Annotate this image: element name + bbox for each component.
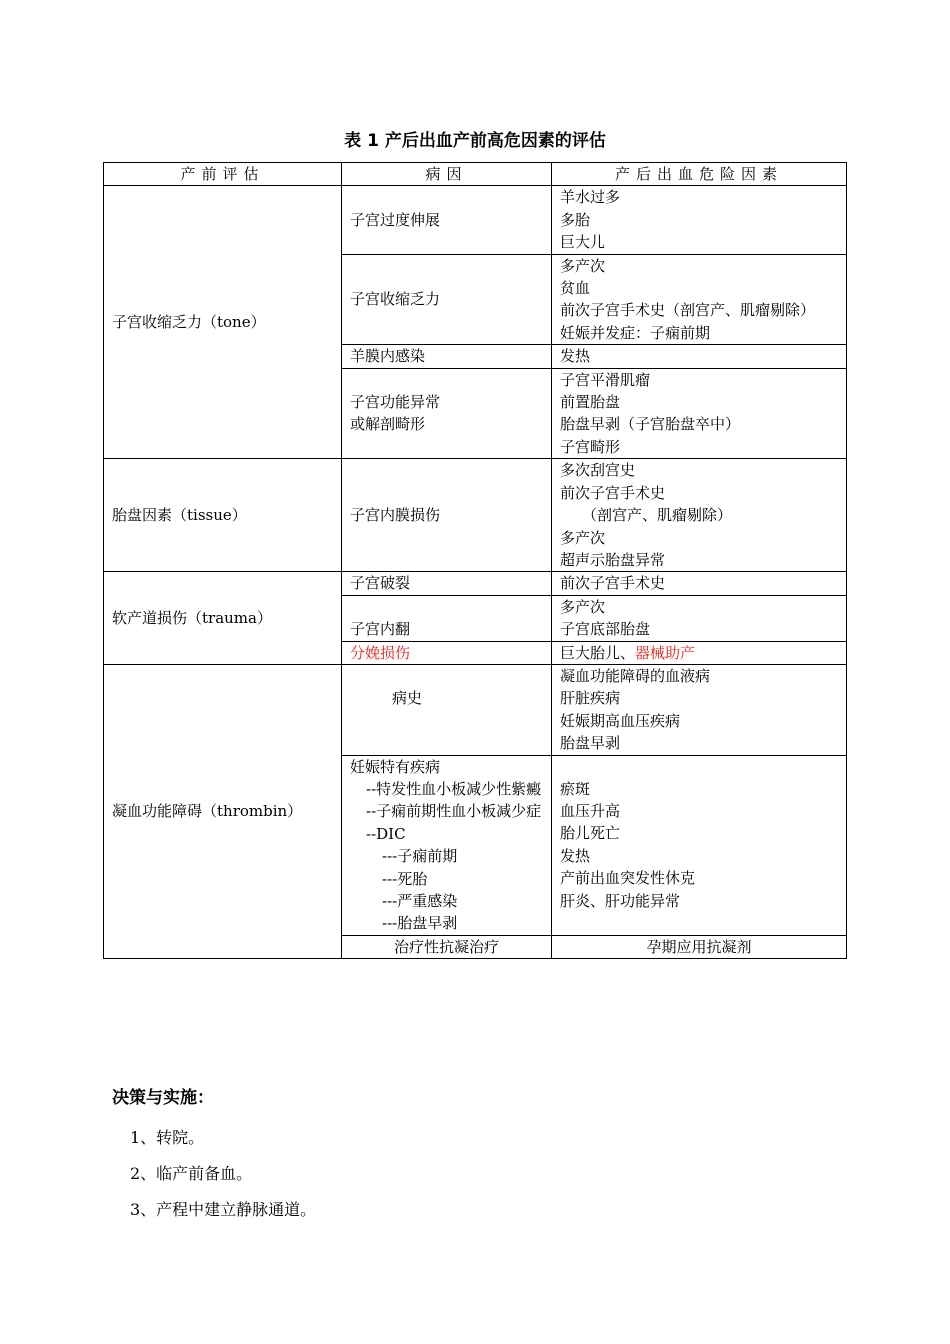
cause-text: 羊膜内感染 <box>350 347 426 366</box>
cause-text: 子宫收缩乏力 <box>350 290 441 309</box>
risk-item: 多产次 <box>560 597 606 616</box>
cause-cell <box>342 459 552 572</box>
table-header-row <box>104 163 847 186</box>
risk-item: 肝脏疾病 <box>560 689 621 708</box>
cause-text: 子宫过度伸展 <box>350 210 441 229</box>
cause-cell <box>342 664 552 755</box>
category-thrombin: 凝血功能障碍（thrombin） <box>104 664 342 958</box>
risk-item: 血压升高 <box>560 801 621 820</box>
risk-cell <box>552 595 847 641</box>
risk-item-highlight: 器械助产 <box>635 643 696 662</box>
risk-cell <box>552 345 847 368</box>
cause-cell <box>342 186 552 254</box>
risk-cell <box>552 755 847 935</box>
category-trauma: 软产道损伤（trauma） <box>104 572 342 665</box>
header-assessment: 产前评估 <box>104 163 342 186</box>
risk-item: 子宫畸形 <box>560 437 621 456</box>
risk-item: 前次子宫手术史 <box>560 574 666 593</box>
risk-item: 多次刮宫史 <box>560 461 636 480</box>
cause-text: 病史 <box>392 688 423 707</box>
risk-item: 多胎 <box>560 210 591 229</box>
risk-cell <box>552 572 847 595</box>
list-item: 1、转院。 <box>130 1128 205 1147</box>
steps-list <box>130 1120 316 1228</box>
risk-item: （剖宫产、肌瘤剔除） <box>582 506 733 525</box>
cause-text: 妊娠特有疾病 <box>350 757 441 776</box>
risk-cell <box>552 368 847 459</box>
cause-cell <box>342 368 552 459</box>
cause-text-highlight: 分娩损伤 <box>350 643 411 662</box>
risk-item: 产前出血突发性休克 <box>560 869 696 888</box>
risk-item: 妊娠期高血压疾病 <box>560 711 681 730</box>
risk-assessment-table <box>103 162 847 959</box>
cause-text: --特发性血小板减少性紫癜 <box>366 779 542 798</box>
category-tone: 子宫收缩乏力（tone） <box>104 186 342 459</box>
risk-item: 胎盘早剥 <box>560 734 621 753</box>
risk-item: 发热 <box>560 347 591 366</box>
risk-item: 前次子宫手术史（剖宫产、肌瘤剔除） <box>560 301 816 320</box>
cause-text: --DIC <box>366 824 406 843</box>
risk-item: 子宫底部胎盘 <box>560 620 651 639</box>
cause-text: 子宫功能异常 <box>350 393 441 412</box>
table-row <box>104 572 847 595</box>
list-item: 2、临产前备血。 <box>130 1164 253 1183</box>
risk-item: 巨大儿 <box>560 233 606 252</box>
risk-item: 子宫平滑肌瘤 <box>560 370 651 389</box>
cause-text: 或解剖畸形 <box>350 415 426 434</box>
cause-text: 子宫内膜损伤 <box>350 506 441 525</box>
risk-item: 凝血功能障碍的血液病 <box>560 666 711 685</box>
header-risk: 产后出血危险因素 <box>552 163 847 186</box>
cause-cell <box>342 641 552 664</box>
risk-item: 巨大胎儿、 <box>560 643 636 662</box>
risk-cell <box>552 641 847 664</box>
cause-cell <box>342 345 552 368</box>
risk-item: 多产次 <box>560 528 606 547</box>
header-cause: 病因 <box>342 163 552 186</box>
cause-cell: 治疗性抗凝治疗 <box>342 935 552 958</box>
risk-item: 发热 <box>560 846 591 865</box>
risk-item: 胎儿死亡 <box>560 824 621 843</box>
cause-text: 子宫内翻 <box>350 620 411 639</box>
risk-cell <box>552 186 847 254</box>
risk-item: 瘀斑 <box>560 779 591 798</box>
risk-item: 前置胎盘 <box>560 393 621 412</box>
cause-text: ---严重感染 <box>382 892 458 910</box>
table-row <box>104 664 847 755</box>
cause-cell <box>342 595 552 641</box>
risk-cell: 孕期应用抗凝剂 <box>552 935 847 958</box>
table-row <box>104 459 847 572</box>
risk-cell <box>552 459 847 572</box>
risk-item: 超声示胎盘异常 <box>560 550 666 569</box>
risk-item: 前次子宫手术史 <box>560 483 666 502</box>
risk-item: 胎盘早剥（子宫胎盘卒中） <box>560 415 741 434</box>
risk-cell <box>552 664 847 755</box>
risk-item: 羊水过多 <box>560 188 621 207</box>
cause-text: ---死胎 <box>382 869 428 888</box>
cause-cell <box>342 755 552 935</box>
cause-cell <box>342 572 552 595</box>
table-row <box>104 186 847 254</box>
cause-text: 子宫破裂 <box>350 574 411 593</box>
cause-text: ---子痫前期 <box>382 847 458 866</box>
risk-item: 妊娠并发症：子痫前期 <box>560 323 711 342</box>
cause-text: ---胎盘早剥 <box>382 914 458 933</box>
cause-cell <box>342 254 552 345</box>
risk-cell <box>552 254 847 345</box>
risk-item: 贫血 <box>560 279 591 298</box>
category-tissue: 胎盘因素（tissue） <box>104 459 342 572</box>
cause-text: --子痫前期性血小板减少症 <box>366 802 542 821</box>
risk-item: 多产次 <box>560 256 606 275</box>
section-title: 决策与实施： <box>112 1088 214 1108</box>
list-item: 3、产程中建立静脉通道。 <box>130 1200 317 1219</box>
risk-item: 肝炎、肝功能异常 <box>560 891 681 910</box>
table-title: 表 1 产后出血产前高危因素的评估 <box>344 131 606 151</box>
